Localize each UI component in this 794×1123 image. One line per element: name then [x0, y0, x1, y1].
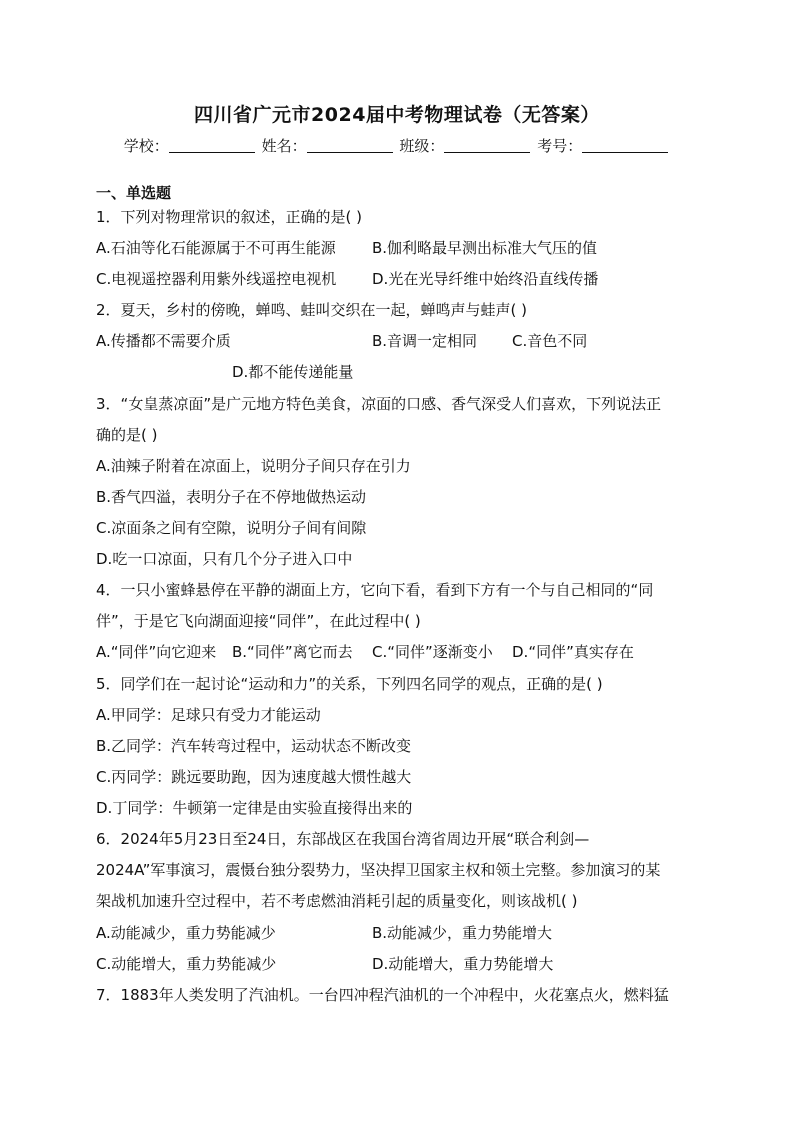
q2-option-c: C.音色不同 [512, 332, 588, 350]
student-info-row [0, 135, 794, 156]
q2-option-d: D.都不能传递能量 [232, 363, 354, 381]
q2-option-b: B.音调一定相同 [372, 332, 478, 350]
q4-option-a: A.“同伴”向它迎来 [96, 643, 217, 661]
question-6-stem-line3: 架战机加速升空过程中，若不考虑燃油消耗引起的质量变化，则该战机( ) [96, 892, 578, 910]
question-1-stem: 1．下列对物理常识的叙述，正确的是( ) [96, 208, 363, 226]
q1-option-d: D.光在光导纤维中始终沿直线传播 [372, 270, 599, 288]
q3-option-a: A.油辣子附着在凉面上，说明分子间只存在引力 [96, 457, 411, 475]
q5-option-c: C.丙同学：跳远要助跑，因为速度越大惯性越大 [96, 768, 412, 786]
q5-option-b: B.乙同学：汽车转弯过程中，运动状态不断改变 [96, 737, 412, 755]
q1-option-b: B.伽利略最早测出标准大气压的值 [372, 239, 598, 257]
q6-option-a: A.动能减少，重力势能减少 [96, 924, 276, 942]
q2-option-a: A.传播都不需要介质 [96, 332, 231, 350]
exam-number-blank [582, 138, 668, 153]
class-blank [444, 138, 530, 153]
q5-option-a: A.甲同学：足球只有受力才能运动 [96, 706, 321, 724]
name-blank [307, 138, 393, 153]
question-4-stem-line1: 4．一只小蜜蜂悬停在平静的湖面上方，它向下看，看到下方有一个与自己相同的“同 [96, 581, 654, 599]
school-label: 学校： [123, 137, 169, 155]
question-6-stem-line2: 2024A”军事演习，震慑台独分裂势力，坚决捍卫国家主权和领土完整。参加演习的某 [96, 861, 661, 879]
q5-option-d: D.丁同学：牛顿第一定律是由实验直接得出来的 [96, 799, 413, 817]
question-5-stem: 5．同学们在一起讨论“运动和力”的关系，下列四名同学的观点，正确的是( ) [96, 675, 603, 693]
q3-option-b: B.香气四溢，表明分子在不停地做热运动 [96, 488, 367, 506]
section-heading: 一、单选题 [96, 184, 172, 202]
q4-option-d: D.“同伴”真实存在 [512, 643, 634, 661]
page-title: 四川省广元市2024届中考物理试卷（无答案） [194, 104, 600, 126]
q6-option-c: C.动能增大，重力势能减少 [96, 955, 277, 973]
q4-option-b: B.“同伴”离它而去 [232, 643, 353, 661]
q3-option-d: D.吃一口凉面，只有几个分子进入口中 [96, 550, 353, 568]
question-3-stem-line1: 3．“女皇蒸凉面”是广元地方特色美食，凉面的口感、香气深受人们喜欢，下列说法正 [96, 395, 662, 413]
question-6-stem-line1: 6．2024年5月23日至24日，东部战区在我国台湾省周边开展“联合利剑— [96, 830, 590, 848]
question-2-stem: 2．夏天，乡村的傍晚，蝉鸣、蛙叫交织在一起，蝉鸣声与蛙声( ) [96, 301, 528, 319]
q1-option-c: C.电视遥控器利用紫外线遥控电视机 [96, 270, 337, 288]
class-label: 班级： [399, 137, 445, 155]
q1-option-a: A.石油等化石能源属于不可再生能源 [96, 239, 336, 257]
question-4-stem-line2: 伴”，于是它飞向湖面迎接“同伴”，在此过程中( ) [96, 612, 421, 630]
exam-number-label: 考号： [537, 137, 583, 155]
school-blank [169, 138, 255, 153]
q3-option-c: C.凉面条之间有空隙，说明分子间有间隙 [96, 519, 367, 537]
question-7-stem-line1: 7．1883年人类发明了汽油机。一台四冲程汽油机的一个冲程中，火花塞点火，燃料猛 [96, 986, 669, 1004]
question-3-stem-line2: 确的是( ) [96, 426, 158, 444]
q4-option-c: C.“同伴”逐渐变小 [372, 643, 493, 661]
q6-option-b: B.动能减少，重力势能增大 [372, 924, 553, 942]
name-label: 姓名： [261, 137, 307, 155]
q6-option-d: D.动能增大，重力势能增大 [372, 955, 554, 973]
